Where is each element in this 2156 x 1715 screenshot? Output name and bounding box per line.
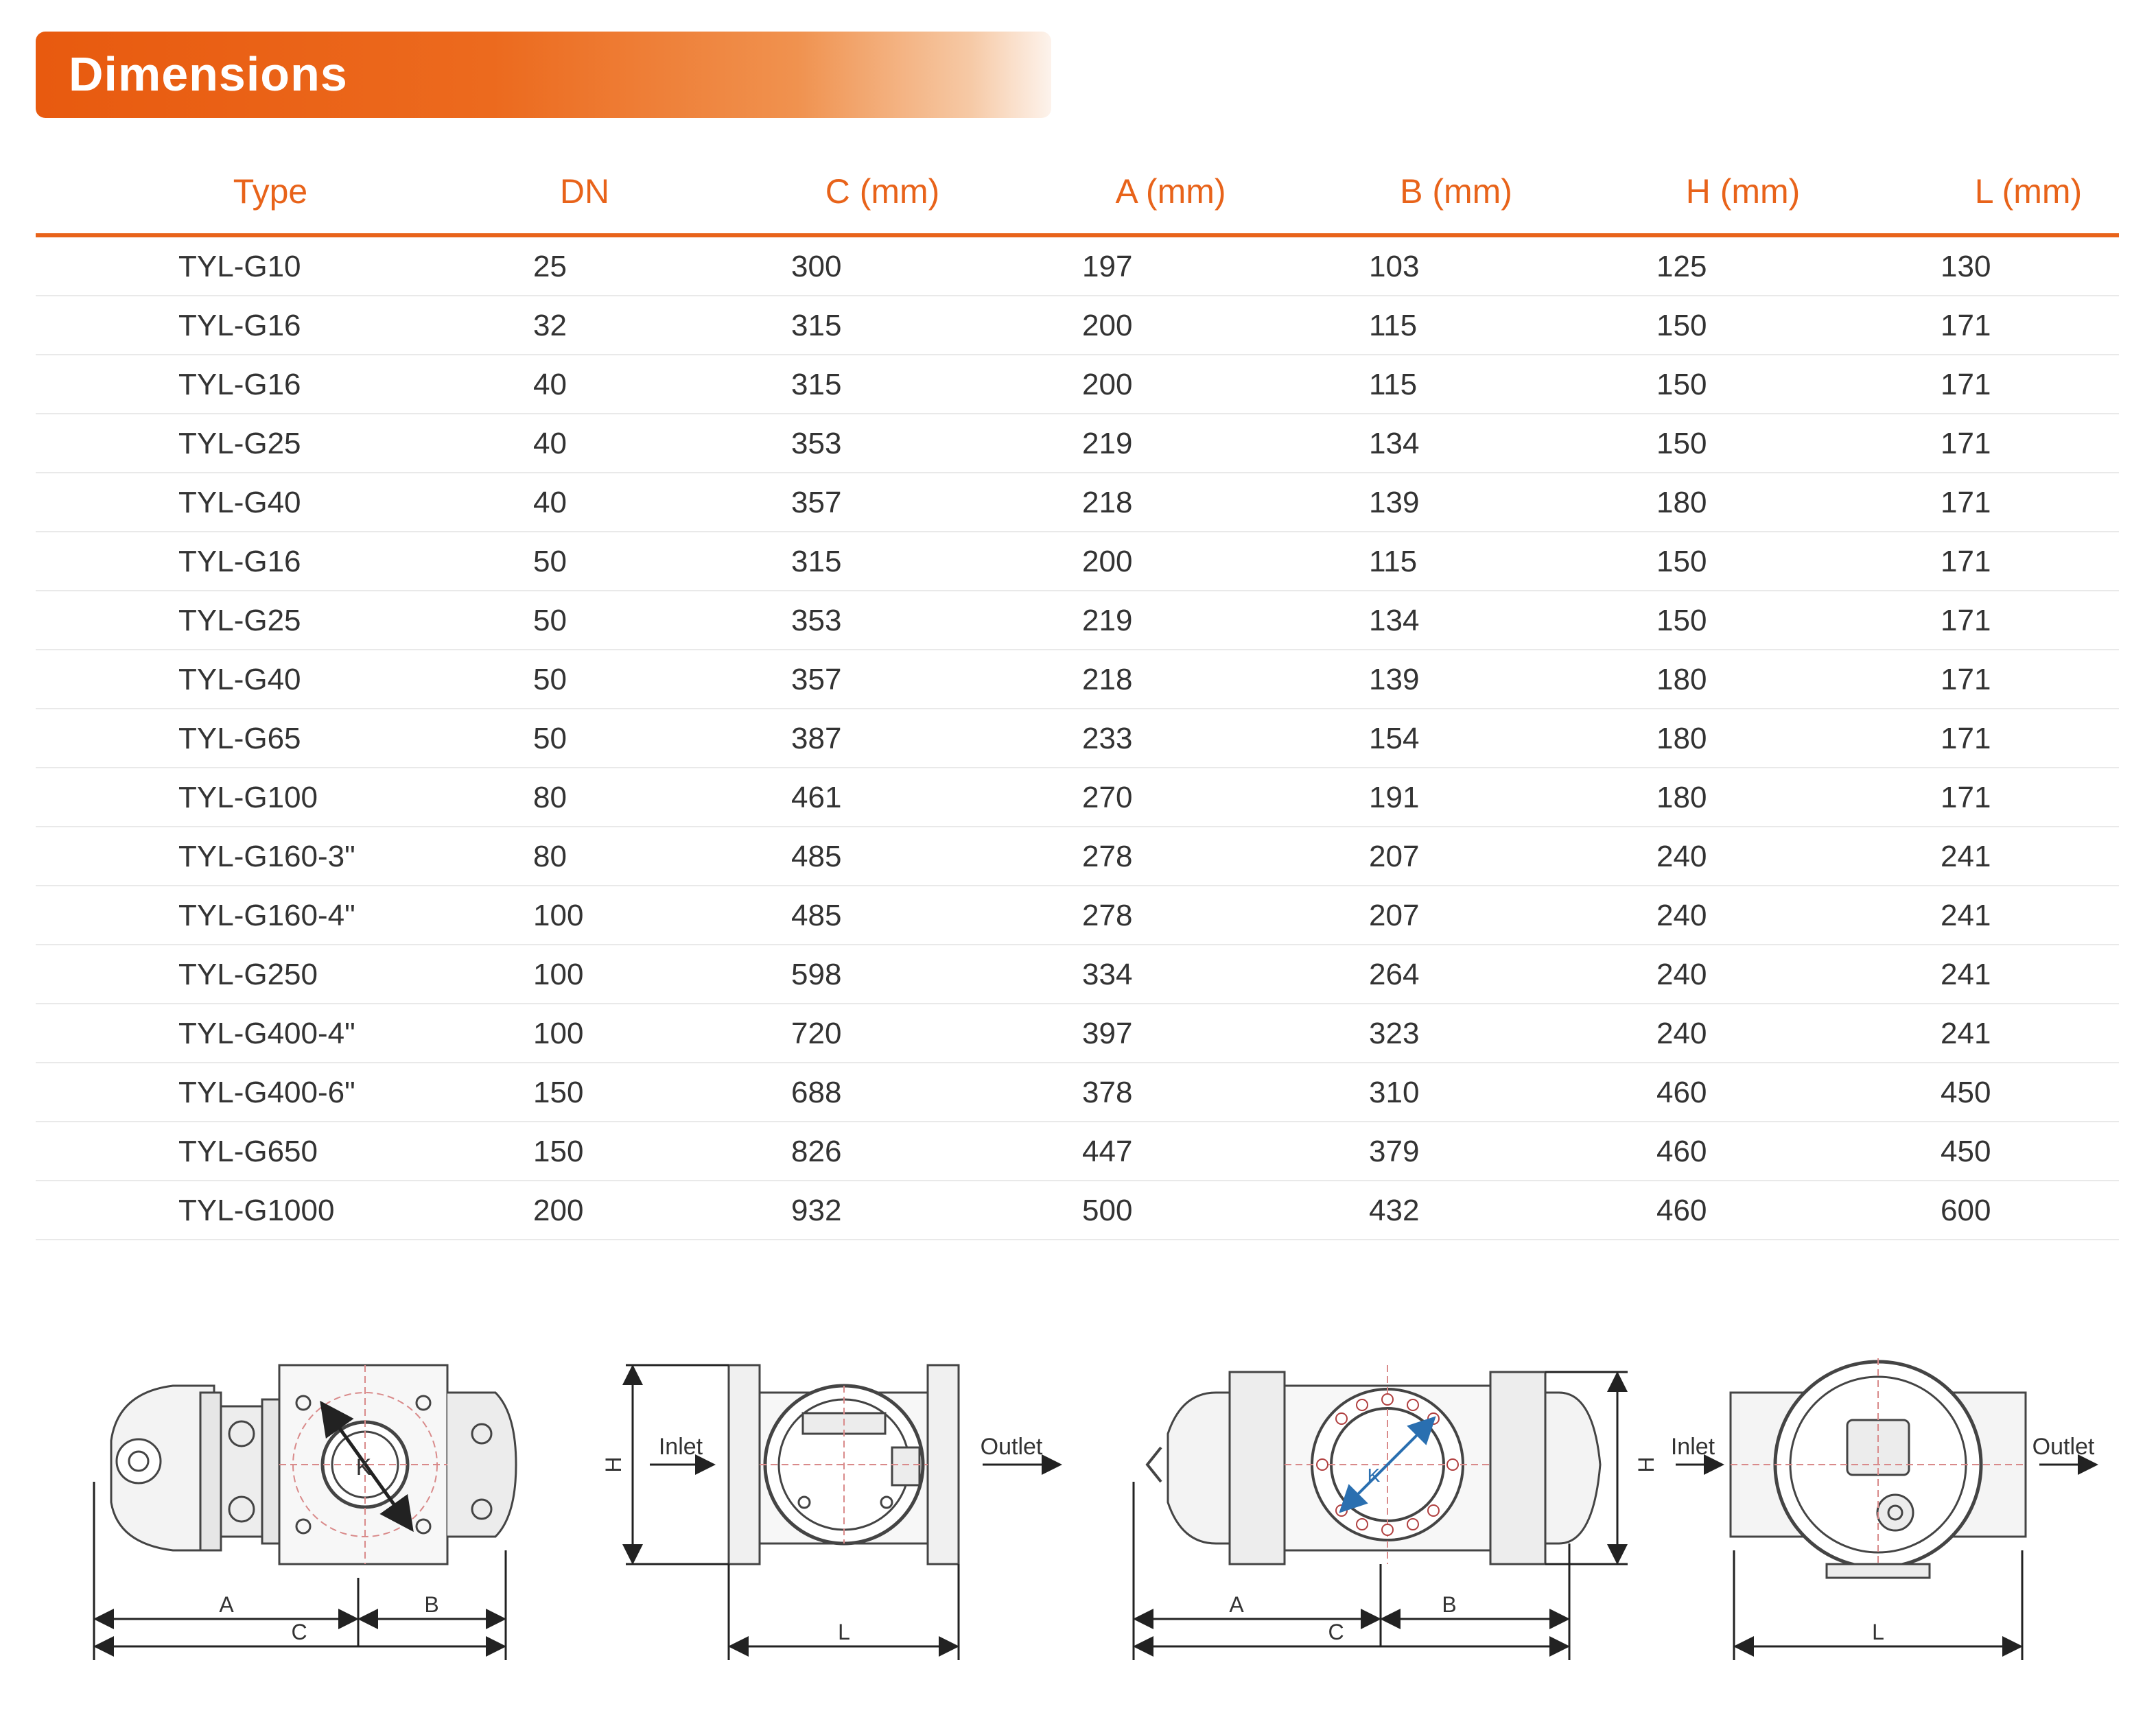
cell-b: 134 — [1369, 427, 1420, 460]
header-l: L (mm) — [1974, 172, 2083, 211]
label-outlet-2: Outlet — [980, 1434, 1043, 1460]
table-header — [36, 152, 2119, 237]
cell-h: 125 — [1656, 250, 1707, 283]
cell-b: 432 — [1369, 1194, 1420, 1227]
cell-a: 397 — [1082, 1017, 1133, 1050]
cell-a: 447 — [1082, 1135, 1133, 1168]
cell-l: 241 — [1941, 958, 1991, 991]
cell-b: 264 — [1369, 958, 1420, 991]
cell-dn: 150 — [533, 1076, 584, 1109]
cell-h: 240 — [1656, 958, 1707, 991]
table-row — [36, 1004, 2119, 1063]
cell-b: 103 — [1369, 250, 1420, 283]
cell-l: 171 — [1941, 368, 1991, 401]
label-h-3: H — [1634, 1456, 1659, 1473]
cell-type: TYL-G250 — [178, 958, 318, 991]
label-inlet-2: Inlet — [658, 1434, 703, 1460]
cell-type: TYL-G650 — [178, 1135, 318, 1168]
cell-type: TYL-G100 — [178, 781, 318, 814]
table-row — [36, 886, 2119, 945]
cell-c: 315 — [791, 368, 842, 401]
label-c-1: C — [291, 1620, 307, 1644]
table-row — [36, 414, 2119, 473]
cell-dn: 50 — [533, 663, 567, 696]
cell-c: 932 — [791, 1194, 842, 1227]
cell-l: 241 — [1941, 840, 1991, 873]
label-c-3: C — [1328, 1620, 1344, 1644]
label-h-2: H — [601, 1456, 626, 1473]
table-row — [36, 650, 2119, 709]
cell-type: TYL-G160-3" — [178, 840, 355, 873]
cell-a: 233 — [1082, 722, 1133, 755]
cell-type: TYL-G1000 — [178, 1194, 335, 1227]
table-row — [36, 945, 2119, 1004]
cell-dn: 50 — [533, 604, 567, 637]
table-row — [36, 709, 2119, 768]
cell-b: 139 — [1369, 486, 1420, 519]
cell-type: TYL-G25 — [178, 427, 301, 460]
cell-l: 171 — [1941, 663, 1991, 696]
cell-c: 353 — [791, 427, 842, 460]
cell-dn: 150 — [533, 1135, 584, 1168]
cell-a: 219 — [1082, 427, 1133, 460]
cell-type: TYL-G40 — [178, 486, 301, 519]
header-dn: DN — [559, 172, 610, 211]
cell-l: 450 — [1941, 1076, 1991, 1109]
cell-h: 150 — [1656, 309, 1707, 342]
cell-c: 485 — [791, 899, 842, 932]
cell-dn: 100 — [533, 899, 584, 932]
cell-h: 150 — [1656, 427, 1707, 460]
cell-l: 241 — [1941, 1017, 1991, 1050]
cell-dn: 80 — [533, 840, 567, 873]
cell-h: 150 — [1656, 604, 1707, 637]
cell-type: TYL-G400-6" — [178, 1076, 355, 1109]
drawing-front-view-4 — [1731, 1358, 2026, 1578]
cell-dn: 100 — [533, 1017, 584, 1050]
cell-c: 300 — [791, 250, 842, 283]
table-row — [36, 355, 2119, 414]
cell-h: 240 — [1656, 840, 1707, 873]
cell-b: 207 — [1369, 840, 1420, 873]
table-row — [36, 473, 2119, 532]
cell-b: 139 — [1369, 663, 1420, 696]
cell-l: 171 — [1941, 604, 1991, 637]
cell-h: 150 — [1656, 368, 1707, 401]
section-title: Dimensions — [69, 47, 348, 101]
cell-type: TYL-G400-4" — [178, 1017, 355, 1050]
header-a: A (mm) — [1115, 172, 1226, 211]
cell-l: 171 — [1941, 486, 1991, 519]
cell-h: 460 — [1656, 1135, 1707, 1168]
cell-h: 180 — [1656, 663, 1707, 696]
cell-c: 688 — [791, 1076, 842, 1109]
header-h: H (mm) — [1685, 172, 1801, 211]
cell-a: 278 — [1082, 840, 1133, 873]
label-b-3: B — [1442, 1592, 1457, 1617]
cell-a: 219 — [1082, 604, 1133, 637]
table-row — [36, 827, 2119, 886]
cell-c: 461 — [791, 781, 842, 814]
cell-c: 598 — [791, 958, 842, 991]
dimension-drawings — [36, 1345, 2119, 1674]
cell-dn: 25 — [533, 250, 567, 283]
drawing-front-view-2 — [729, 1365, 959, 1564]
drawings-svg — [36, 1345, 2119, 1674]
cell-c: 387 — [791, 722, 842, 755]
cell-l: 171 — [1941, 309, 1991, 342]
cell-dn: 200 — [533, 1194, 584, 1227]
cell-b: 191 — [1369, 781, 1420, 814]
cell-a: 500 — [1082, 1194, 1133, 1227]
label-a-1: A — [219, 1592, 234, 1617]
cell-a: 278 — [1082, 899, 1133, 932]
cell-c: 826 — [791, 1135, 842, 1168]
cell-l: 130 — [1941, 250, 1991, 283]
cell-h: 460 — [1656, 1076, 1707, 1109]
cell-dn: 32 — [533, 309, 567, 342]
cell-c: 357 — [791, 663, 842, 696]
cell-a: 218 — [1082, 663, 1133, 696]
cell-c: 720 — [791, 1017, 842, 1050]
cell-h: 240 — [1656, 1017, 1707, 1050]
cell-b: 154 — [1369, 722, 1420, 755]
cell-b: 310 — [1369, 1076, 1420, 1109]
cell-l: 171 — [1941, 781, 1991, 814]
label-k-1: K — [355, 1454, 372, 1480]
dimensions-table — [36, 152, 2119, 1240]
cell-h: 460 — [1656, 1194, 1707, 1227]
cell-dn: 80 — [533, 781, 567, 814]
cell-h: 150 — [1656, 545, 1707, 578]
cell-h: 240 — [1656, 899, 1707, 932]
table-row — [36, 296, 2119, 355]
cell-type: TYL-G25 — [178, 604, 301, 637]
cell-c: 485 — [791, 840, 842, 873]
cell-c: 357 — [791, 486, 842, 519]
cell-dn: 100 — [533, 958, 584, 991]
cell-b: 323 — [1369, 1017, 1420, 1050]
label-k-3: K — [1367, 1465, 1381, 1486]
cell-type: TYL-G16 — [178, 368, 301, 401]
header-b: B (mm) — [1400, 172, 1512, 211]
cell-type: TYL-G10 — [178, 250, 301, 283]
cell-b: 134 — [1369, 604, 1420, 637]
table-row — [36, 591, 2119, 650]
section-banner — [36, 32, 1051, 118]
cell-b: 207 — [1369, 899, 1420, 932]
cell-l: 241 — [1941, 899, 1991, 932]
cell-b: 115 — [1369, 545, 1418, 578]
table-body — [36, 237, 2119, 1240]
table-row — [36, 1063, 2119, 1122]
cell-b: 115 — [1369, 368, 1418, 401]
cell-a: 334 — [1082, 958, 1133, 991]
drawing-side-view-1 — [111, 1365, 516, 1564]
table-row — [36, 1181, 2119, 1240]
table-row — [36, 237, 2119, 296]
label-inlet-4: Inlet — [1670, 1434, 1715, 1460]
table-row — [36, 532, 2119, 591]
label-l-4: L — [1872, 1620, 1884, 1644]
label-outlet-4: Outlet — [2032, 1434, 2095, 1460]
cell-a: 270 — [1082, 781, 1133, 814]
cell-h: 180 — [1656, 486, 1707, 519]
header-type: Type — [233, 172, 308, 211]
cell-a: 200 — [1082, 545, 1133, 578]
cell-type: TYL-G160-4" — [178, 899, 355, 932]
table-row — [36, 768, 2119, 827]
cell-l: 171 — [1941, 427, 1991, 460]
cell-l: 171 — [1941, 722, 1991, 755]
cell-a: 218 — [1082, 486, 1133, 519]
cell-dn: 40 — [533, 427, 567, 460]
cell-b: 379 — [1369, 1135, 1420, 1168]
table-row — [36, 1122, 2119, 1181]
label-a-3: A — [1229, 1592, 1244, 1617]
cell-dn: 40 — [533, 368, 567, 401]
cell-c: 353 — [791, 604, 842, 637]
cell-dn: 50 — [533, 545, 567, 578]
cell-type: TYL-G16 — [178, 309, 301, 342]
label-b-1: B — [424, 1592, 439, 1617]
cell-l: 600 — [1941, 1194, 1991, 1227]
cell-h: 180 — [1656, 781, 1707, 814]
cell-l: 450 — [1941, 1135, 1991, 1168]
cell-type: TYL-G16 — [178, 545, 301, 578]
cell-type: TYL-G40 — [178, 663, 301, 696]
header-c: C (mm) — [825, 172, 940, 211]
cell-dn: 50 — [533, 722, 567, 755]
cell-a: 378 — [1082, 1076, 1133, 1109]
cell-dn: 40 — [533, 486, 567, 519]
cell-c: 315 — [791, 545, 842, 578]
cell-a: 200 — [1082, 368, 1133, 401]
cell-b: 115 — [1369, 309, 1418, 342]
cell-type: TYL-G65 — [178, 722, 301, 755]
label-l-2: L — [838, 1620, 850, 1644]
cell-a: 200 — [1082, 309, 1133, 342]
cell-c: 315 — [791, 309, 842, 342]
cell-l: 171 — [1941, 545, 1991, 578]
cell-a: 197 — [1082, 250, 1133, 283]
cell-h: 180 — [1656, 722, 1707, 755]
